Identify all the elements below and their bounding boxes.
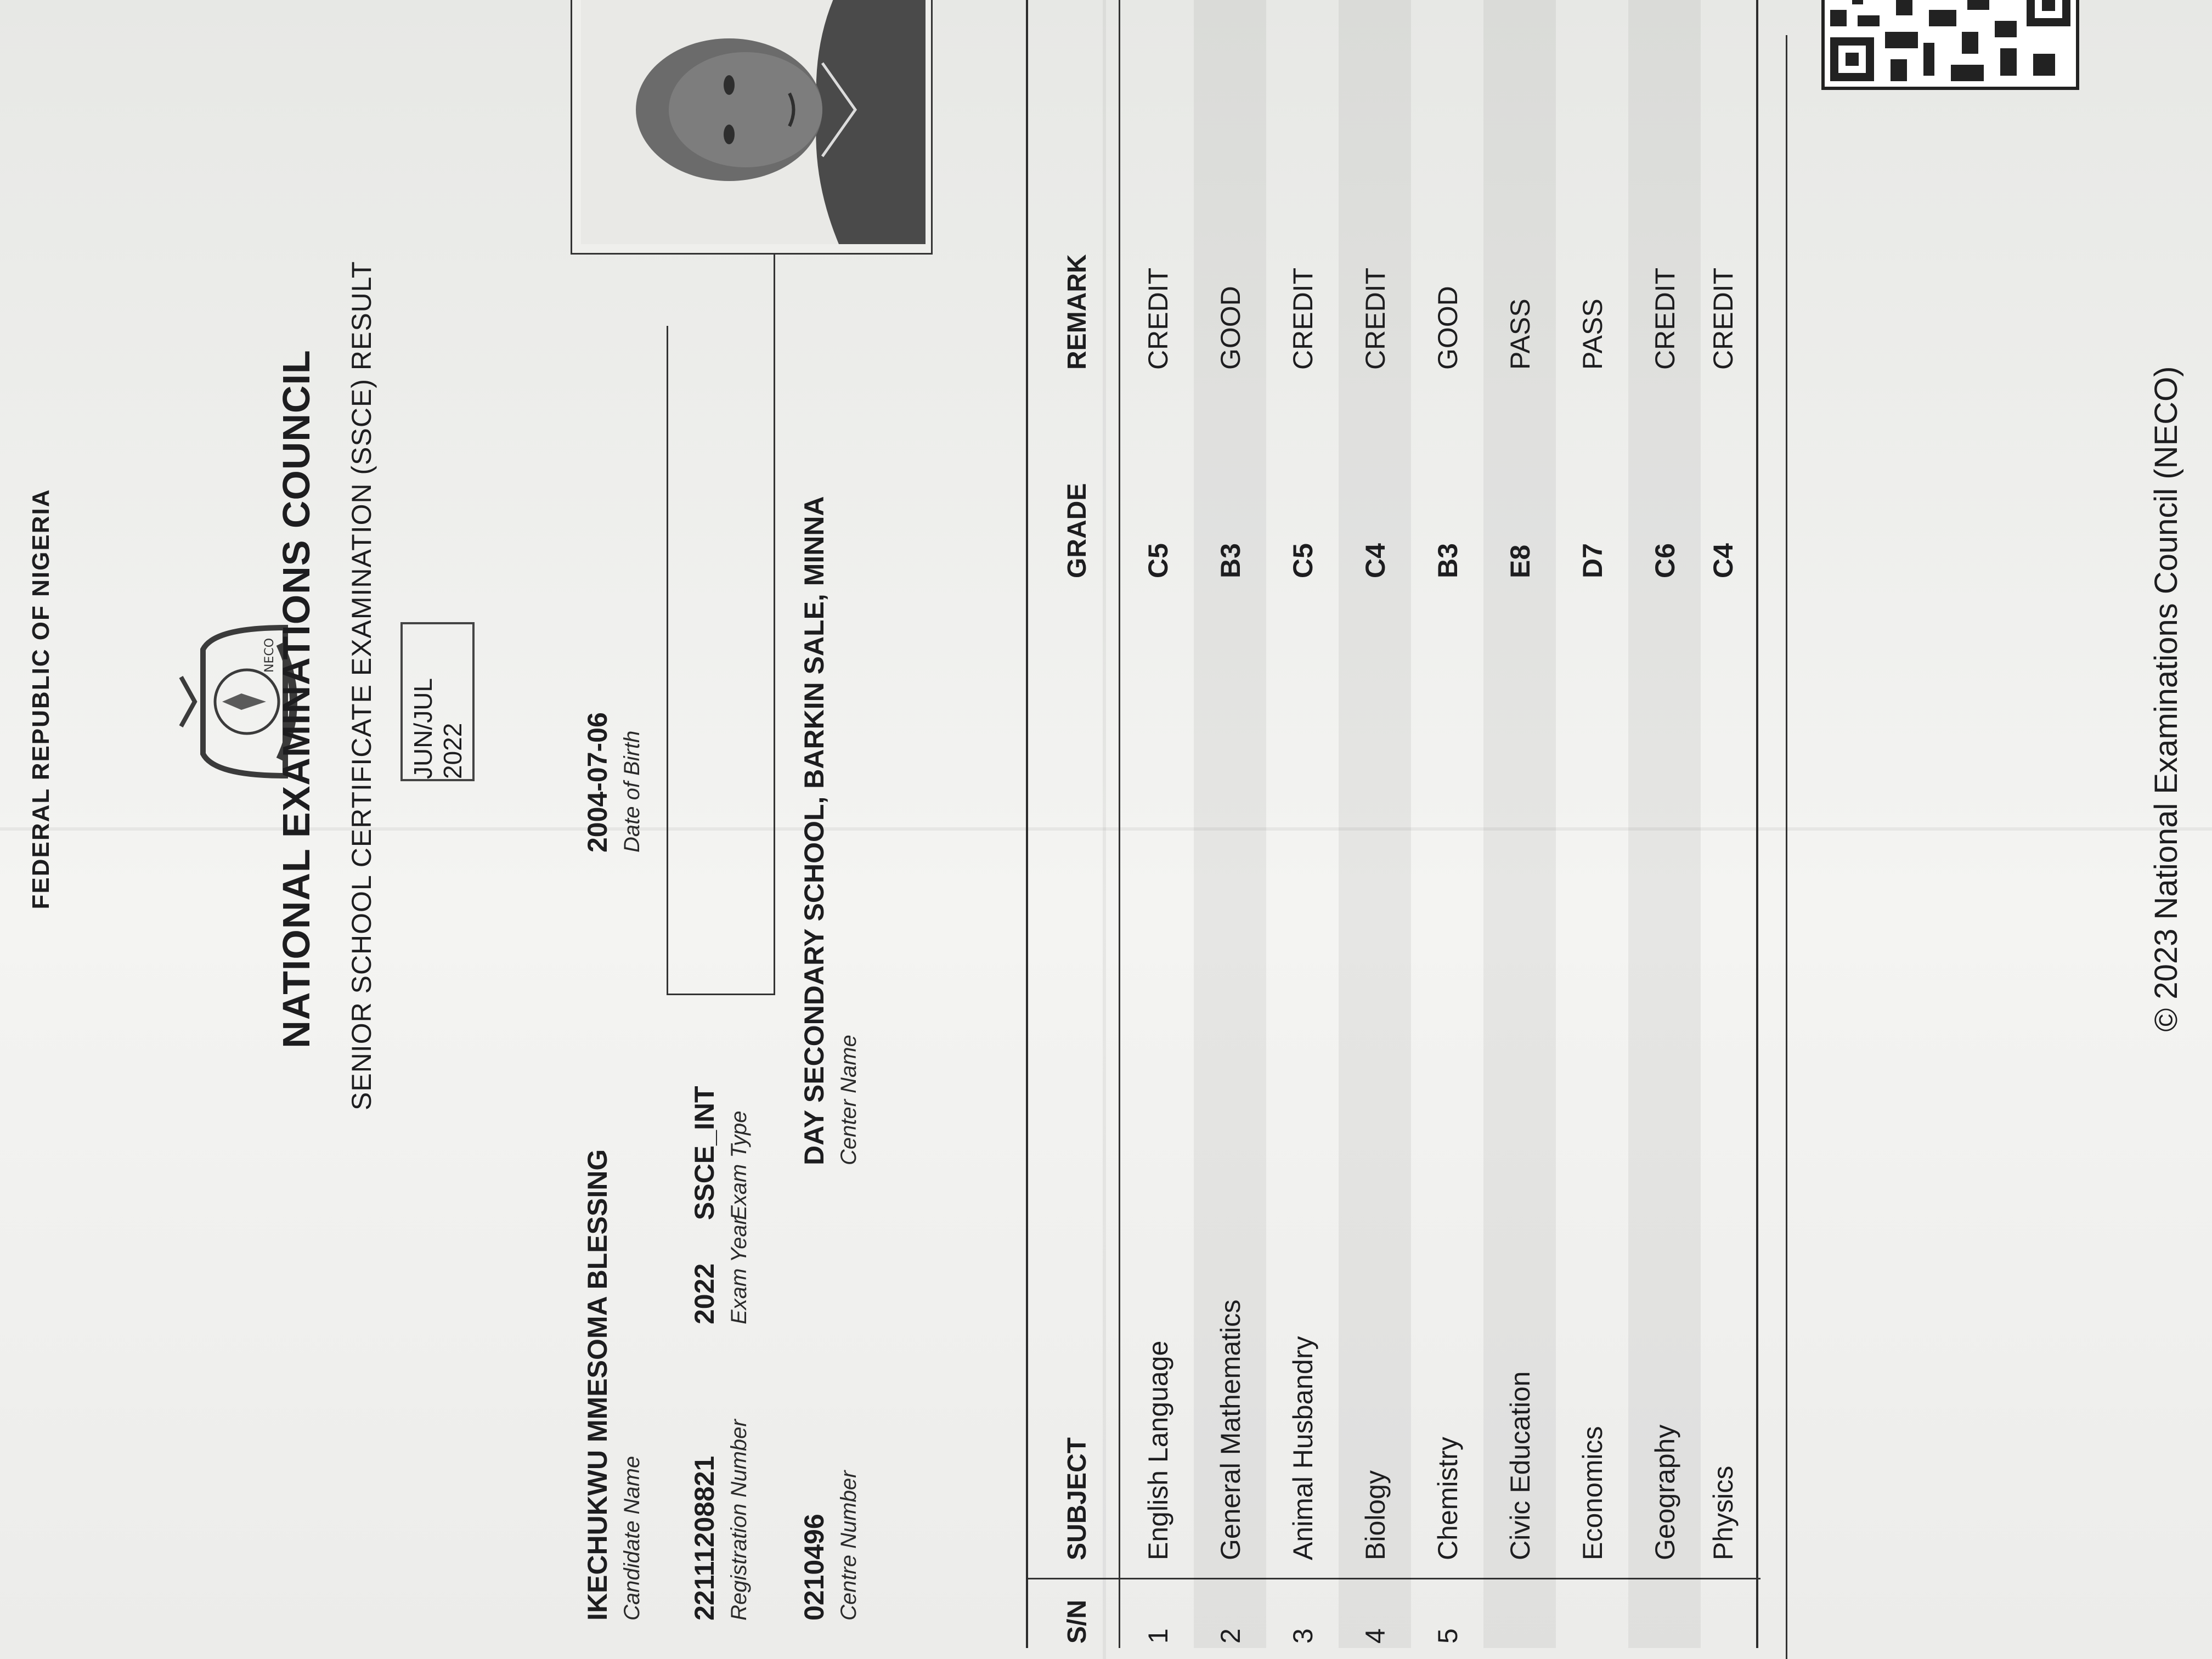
header-remark: REMARK [1063,254,1092,370]
table-row [1194,0,1266,1648]
header-divider [1119,0,1120,1648]
divider [774,216,775,995]
cell-subject: Biology [1360,1470,1391,1560]
cell-grade: B3 [1432,543,1463,578]
council-title: NATIONAL EXAMINATIONS COUNCIL [275,349,318,1048]
center-name-label: Center Name [837,1035,861,1165]
cell-grade: D7 [1577,543,1608,578]
cell-grade: B3 [1215,543,1246,578]
cell-subject: Physics [1708,1465,1739,1560]
cell-sn: 4 [1360,1628,1391,1644]
exam-type-label: Exam Type [727,1110,751,1220]
cell-remark: PASS [1577,298,1608,370]
exam-type: SSCE_INT [689,1086,720,1220]
cell-grade: C5 [1288,543,1318,578]
copyright-footer: © 2023 National Examinations Council (NECO) [2148,366,2184,1032]
header-grade: GRADE [1063,483,1092,578]
cell-remark: CREDIT [1360,267,1391,370]
cell-sn: 1 [1143,1628,1173,1644]
date-of-birth: 2004-07-06 [582,712,613,853]
cell-grade: C4 [1360,543,1391,578]
exam-title: SENIOR SCHOOL CERTIFICATE EXAMINATION (SSCE) RESULT [346,261,377,1110]
exam-session: JUN/JUL 2022 [408,679,467,779]
cell-remark: CREDIT [1708,267,1739,370]
cell-sn: 2 [1215,1628,1246,1644]
candidate-name: IKECHUKWU MMESOMA BLESSING [582,1149,613,1621]
cell-subject: Economics [1577,1426,1608,1560]
centre-number: 0210496 [799,1514,830,1621]
header-subject: SUBJECT [1063,1437,1092,1560]
divider [1786,35,1787,1659]
candidate-name-label: Candidate Name [620,1455,644,1621]
table-row [1556,0,1628,1648]
results-table [1026,0,1758,1648]
cell-subject: General Mathematics [1215,1299,1246,1560]
cell-grade: C6 [1650,543,1680,578]
cell-grade: C4 [1708,543,1739,578]
cell-subject: Chemistry [1432,1436,1463,1560]
cell-remark: CREDIT [1288,267,1318,370]
registration-number-label: Registration Number [727,1419,751,1621]
table-row [1121,0,1194,1648]
cell-grade: E8 [1505,544,1536,578]
table-row [1411,0,1483,1648]
cell-sn: 3 [1288,1628,1318,1644]
divider [667,994,774,995]
date-of-birth-label: Date of Birth [620,730,644,853]
cell-remark: GOOD [1215,286,1246,370]
candidate-photo [571,0,933,255]
cell-remark: GOOD [1432,286,1463,370]
federal-republic-heading: FEDERAL REPUBLIC OF NIGERIA [27,488,54,910]
cell-remark: PASS [1505,298,1536,370]
exam-session-box [400,622,475,781]
center-name: DAY SECONDARY SCHOOL, BARKIN SALE, MINNA [799,496,830,1165]
cell-remark: CREDIT [1650,267,1680,370]
table-row [1483,0,1556,1648]
cell-remark: CREDIT [1143,267,1173,370]
cell-subject: English Language [1143,1340,1173,1560]
registration-number: 22111208821 [689,1455,720,1621]
table-row [1339,0,1411,1648]
cell-grade: C5 [1143,543,1173,578]
cell-sn: 5 [1432,1628,1463,1644]
table-row [1266,0,1339,1648]
centre-number-label: Centre Number [837,1470,861,1621]
qr-code-icon [1821,0,2079,90]
exam-year: 2022 [689,1263,720,1324]
cell-subject: Animal Husbandry [1288,1336,1318,1560]
header-sn: S/N [1063,1599,1092,1644]
exam-year-label: Exam Year [727,1217,751,1324]
table-row [1686,0,1759,1648]
cell-subject: Geography [1650,1424,1680,1560]
cell-subject: Civic Education [1505,1371,1536,1560]
divider [667,326,668,995]
logo-text: NECO [263,637,276,673]
